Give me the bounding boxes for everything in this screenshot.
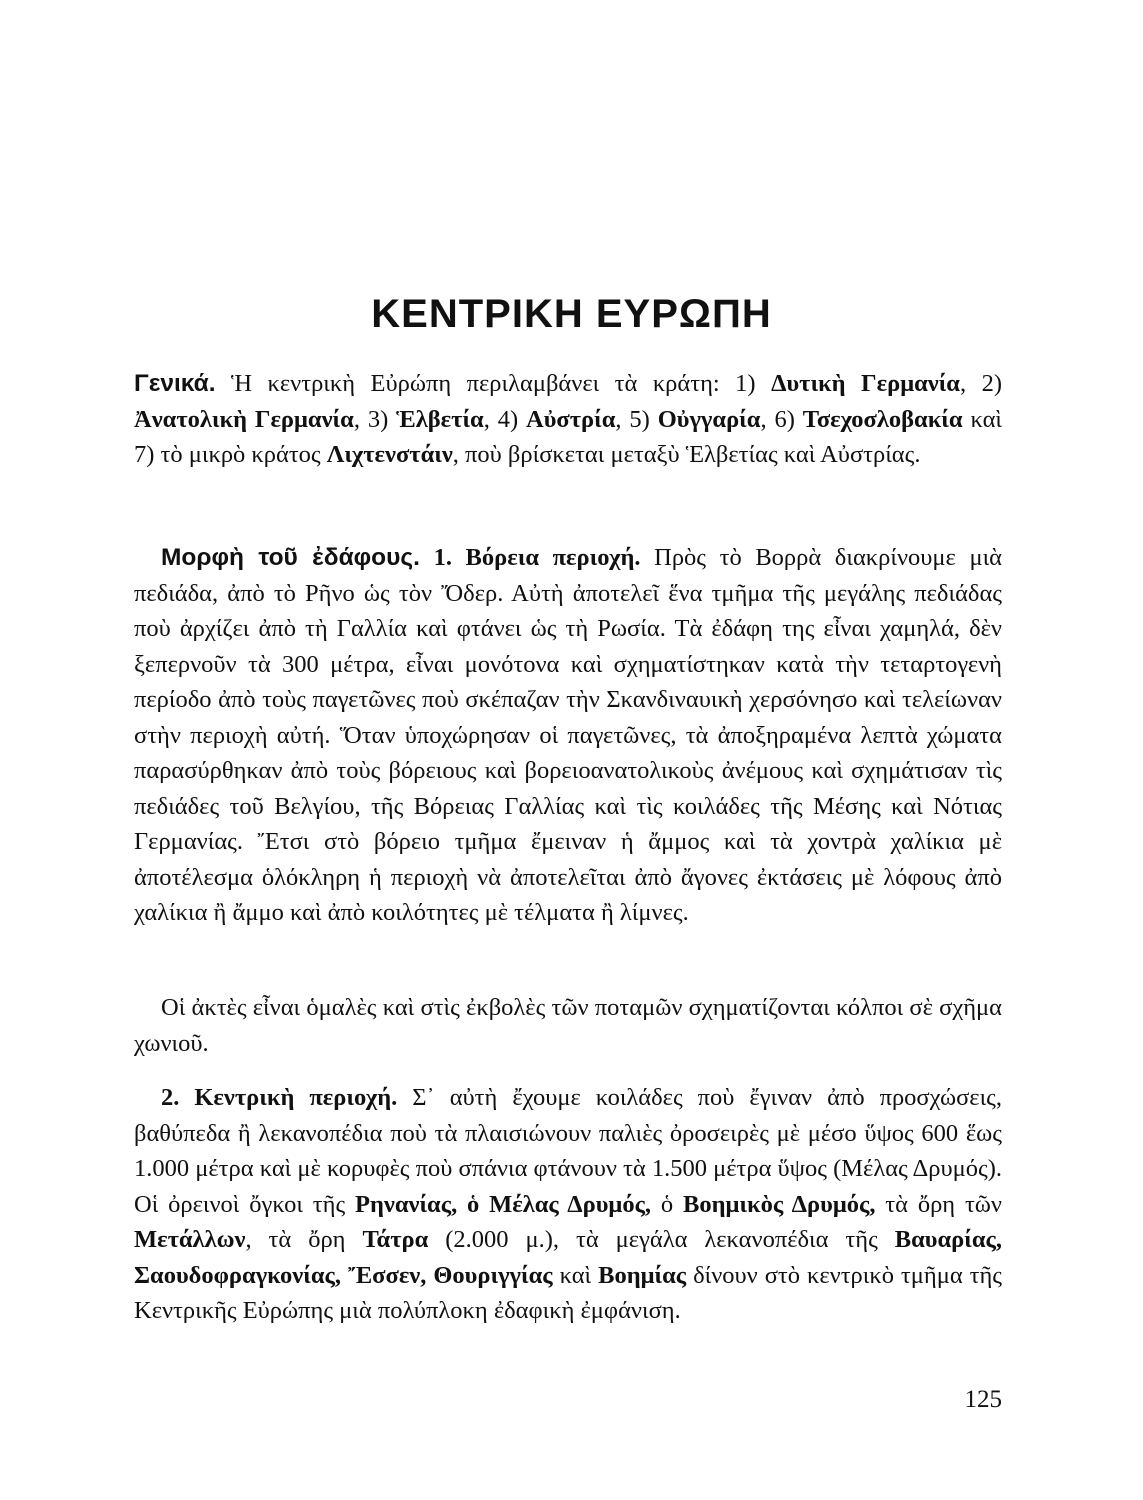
- central-text-1: Σ᾽ αὐτὴ ἔχουμε κοιλάδες ποὺ ἔγιναν ἀπὸ προσχώσεις, βαθύπεδα ἢ λεκανοπέδια ποὺ τὰ πλαισιώνουν παλιὲς ὀροσειρὲς μὲ μέσο ὕψος 600 ἕως 1.000 μέτρα καὶ μὲ κορυφὲς ποὺ σπάνια φτάνουν τὰ 1.500 μέτρα ὕψος (Μέλας Δρυμός). Οἱ ὀρεινοὶ ὄγκοι τῆς: [134, 1084, 1003, 1218]
- general-text-8: , ποὺ βρίσκεται μεταξὺ Ἑλβετίας καὶ Αὐστρίας.: [452, 441, 921, 468]
- central-text-4: , τὰ ὄρη: [245, 1226, 363, 1253]
- general-text-4: , 4): [483, 405, 526, 433]
- central-bold-5: Βαυαρίας, Σαουδοφραγκονίας, Ἔσσεν, Θουριγγίας: [134, 1226, 1002, 1289]
- terrain-heading: Μορφὴ τοῦ ἐδάφους.: [161, 544, 420, 571]
- page-title: ΚΕΝΤΡΙΚΗ ΕΥΡΩΠΗ: [371, 292, 772, 336]
- central-bold-3: Μετάλλων: [134, 1226, 246, 1253]
- north-region-heading: 1. Βόρεια περιοχή.: [433, 544, 641, 571]
- country-switzerland: Ἑλβετία: [396, 405, 484, 433]
- central-region-paragraph: [134, 1080, 1002, 1329]
- central-text-2: ὁ: [660, 1190, 683, 1218]
- central-text-7: δίνουν στὸ κεντρικὸ τμῆμα τῆς Κεντρικῆς Εὐρώπης μιὰ πολύπλοκη ἐδαφικὴ ἐμφάνιση.: [134, 1261, 1003, 1324]
- general-text-3: , 3): [353, 405, 397, 433]
- general-text-2: , 2): [959, 370, 1002, 397]
- general-text-5: , 5): [615, 405, 658, 433]
- north-region-text: Πρὸς τὸ Βορρὰ διακρίνουμε μιὰ πεδιάδα, ἀπὸ τὸ Ρῆνο ὡς τὸν Ὄδερ. Αὐτὴ ἀποτελεῖ ἕνα τμῆμα τῆς μεγάλης πεδιάδας ποὺ ἀρχίζει ἀπὸ τὴ Γαλλία καὶ φτάνει ὡς τὴ Ρωσία. Τὰ ἐδάφη της εἶναι χαμηλά, δὲν ξεπερνοῦν τὰ 300 μέτρα, εἶναι μονότονα καὶ σχηματίστηκαν κατὰ τὴν τεταρτογενὴ περίοδο ἀπὸ τοὺς παγετῶνες ποὺ σκέπαζαν τὴν Σκανδιναυικὴ χερσόνησο καὶ τελείωναν στὴν περιοχὴ αὐτή. Ὅταν ὑποχώρησαν οἱ παγετῶνες, τὰ ἀποξηραμένα λεπτὰ χώματα παρασύρθηκαν ἀπὸ τοὺς βόρειους καὶ βορειοανατολικοὺς ἀνέμους καὶ σχημάτισαν τὶς πεδιάδες τοῦ Βελγίου, τῆς Βόρειας Γαλλίας καὶ τὶς κοιλάδες τῆς Μέσης καὶ Νότιας Γερμανίας. Ἔτσι στὸ βόρειο τμῆμα ἔμειναν ἡ ἄμμος καὶ τὰ χοντρὰ χαλίκια μὲ ἀποτέλεσμα ὁλόκληρη ἡ περιοχὴ νὰ ἀποτελεῖται ἀπὸ ἄγονες ἐκτάσεις μὲ λόφους ἀπὸ χαλίκια ἢ ἄμμο καὶ ἀπὸ κοιλότητες μὲ τέλματα ἢ λίμνες.: [134, 544, 1003, 926]
- country-east-germany: Ἀνατολικὴ Γερμανία: [134, 405, 354, 433]
- central-text-3: τὰ ὄρη τῶν: [875, 1190, 1002, 1218]
- general-text-6: , 6): [760, 405, 803, 433]
- country-liechtenstein: Λιχτενστάιν: [326, 441, 453, 468]
- central-text-6: καὶ: [552, 1261, 599, 1289]
- country-west-germany: Δυτικὴ Γερμανία: [771, 370, 960, 397]
- central-bold-4: Τάτρα: [362, 1226, 429, 1253]
- central-region-heading: 2. Κεντρικὴ περιοχή.: [161, 1084, 398, 1111]
- general-heading: Γενικά.: [134, 370, 216, 397]
- page-number: 125: [964, 1386, 1002, 1413]
- coasts-paragraph: Οἱ ἀκτὲς εἶναι ὁμαλὲς καὶ στὶς ἐκβολὲς τῶν ποταμῶν σχηματίζονται κόλποι σὲ σχῆμα χωνιοῦ.: [134, 994, 1002, 1057]
- general-paragraph: [134, 366, 1002, 473]
- central-text-5: (2.000 μ.), τὰ μεγάλα λεκανοπέδια τῆς: [428, 1226, 895, 1253]
- terrain-paragraph: [134, 540, 1002, 931]
- country-austria: Αὐστρία: [526, 405, 616, 433]
- central-bold-6: Βοημίας: [598, 1261, 687, 1289]
- general-text-1: Ἡ κεντρικὴ Εὐρώπη περιλαμβάνει τὰ κράτη: 1): [215, 370, 772, 397]
- general-text-7: καὶ 7) τὸ μικρὸ κράτος: [134, 405, 1003, 468]
- central-bold-2: Βοημικὸς Δρυμός,: [682, 1190, 876, 1218]
- country-hungary: Οὐγγαρία: [657, 405, 761, 433]
- country-czechoslovakia: Τσεχοσλοβακία: [802, 405, 963, 433]
- central-bold-1: Ρηνανίας, ὁ Μέλας Δρυμός,: [355, 1190, 661, 1218]
